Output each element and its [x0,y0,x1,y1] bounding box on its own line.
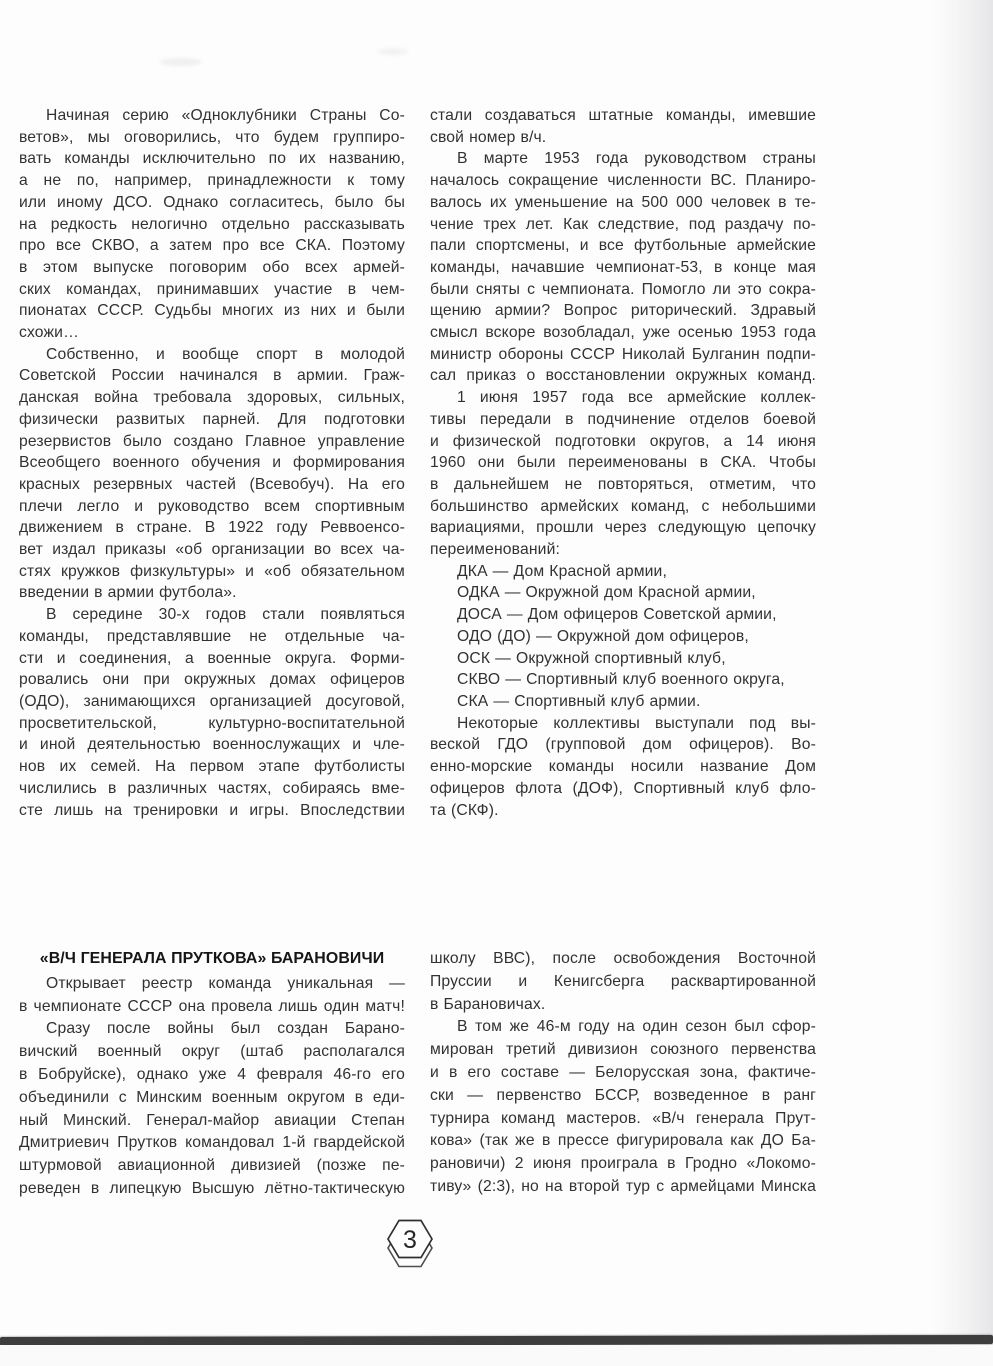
text-line: Открывает реестр команда уникальная — [46,974,405,992]
text-line: большинство армейских команд, с небольшими [430,497,816,515]
text-line: та (СКФ). [430,801,499,819]
baranovichi-section [19,948,816,1201]
text-line: в этом выпуске поговорим обо всех армей- [19,258,405,276]
text-line: вариациями, прошли через следующую цепочку [430,519,816,537]
text-line: стали создаваться штатные команды, имевшие [430,107,816,124]
text-line: вичский военный округ (штаб располагался [19,1043,405,1061]
intro-section [19,105,816,821]
text-line: реведен в липецкую Высшую лётно-тактическую [19,1179,405,1197]
text-line: сал приказ о восстановлении окружных команд. [430,367,816,385]
text-line: ски — первенство БССР, возведенное в ранг [430,1086,816,1104]
text-line: Собственно, и вообще спорт в молодой [46,345,405,363]
intro-right-column [430,105,816,821]
text-line: СКВО — Спортивный клуб военного округа, [457,671,785,689]
text-line: Советской России начинался в армии. Граж- [19,367,405,385]
text-line: сти и соединения, а военные округа. Форми- [19,649,405,667]
text-line: ОДКА — Окружной дом Красной армии, [457,584,756,602]
text-line: Начиная серию «Одноклубники Страны Со- [46,107,405,124]
text-line: тиву» (2:3), но на второй тур с армейцами Минска [430,1177,816,1195]
text-line: сте лишь на тренировки и игры. Впоследствии [19,801,405,819]
text-line: ских командах, принимавших участие в чем- [19,280,405,298]
text-line: веской ГДО (групповой дом офицеров). Во- [430,736,816,754]
text-line: енно-морские команды носили название Дом [430,758,816,776]
text-line: свой номер в/ч. [430,128,547,146]
text-line: 1960 они были переименованы в СКА. Чтобы [430,454,816,472]
text-line: физически развитых парней. Для подготовки [19,410,405,428]
text-line: в дальнейшем не повторяться, отметим, что [430,475,816,493]
text-line: в Барановичах. [430,995,546,1013]
text-line: движением в стране. В 1922 году Реввоенсо- [19,519,405,537]
text-line: В марте 1953 года руководством страны [457,150,816,168]
text-line: ОДО (ДО) — Окружной дом офицеров, [457,627,749,645]
text-line: а не по, например, принадлежности к тому [19,172,405,190]
text-line: данская война требовала здоровых, сильных, [19,389,405,407]
text-line: ОСК — Окружной спортивный клуб, [457,649,726,667]
text-line: кова» (так же в прессе фигурировала как ДО Ба- [430,1132,816,1150]
text-line: пали спортсмены, и все футбольные армейские [430,237,816,255]
text-line: Некоторые коллективы выступали под вы- [457,714,816,732]
text-line: Сразу после войны был создан Барано- [46,1020,405,1038]
text-line: пионатах СССР. Судьбы многих из них и были [19,302,405,320]
scan-gutter-shading [931,0,993,1340]
text-line: или иному ДСО. Однако согласитесь, было бы [19,193,405,211]
text-line: в чемпионате СССР она провела лишь один матч! [19,997,405,1015]
text-line: вет издал приказы «об организации во всех ча- [19,541,405,559]
text-line: плечи легло и руководство всем спортивным [19,497,405,515]
text-line: просветительской, культурно-воспитательной [19,714,405,732]
text-line: тивы передали в подчинение отделов боевой [430,410,816,428]
article-left-paragraphs [19,973,405,1201]
text-line: СКА — Спортивный клуб армии. [457,692,701,710]
text-line: ДКА — Дом Красной армии, [457,562,667,580]
text-line: офицеров флота (ДОФ), Спортивный клуб фло- [430,779,816,797]
text-line: началось сокращение численности ВС. Планиро- [430,172,816,190]
text-line: мирован третий дивизион союзного первенства [430,1041,816,1059]
text-line: Дмитриевич Прутков командовал 1-й гвардейской [19,1134,405,1152]
text-line: Всеобщего военного обучения и формирования [19,454,405,472]
text-line: схожи… [19,324,79,342]
text-line: и в его составе — Белорусская зона, фактиче- [430,1063,816,1081]
text-line: были сняты с чемпионата. Помогло ли это сокра- [430,280,816,298]
text-line: объединили с Минским военным округом в еди- [19,1088,405,1106]
text-line: числились в различных частях, собираясь вме- [19,779,405,797]
page-number: 3 [403,1226,417,1254]
text-line: министр обороны СССР Николай Булганин подпи- [430,345,816,363]
text-line: в Бобруйске), однако уже 4 февраля 46-го его [19,1065,405,1083]
scan-smudge [378,48,408,55]
article-left-column [19,948,405,1201]
scan-edge-below [0,1345,993,1366]
text-line: ДОСА — Дом офицеров Советской армии, [457,606,777,624]
text-line: штурмовой авиационной дивизией (позже пе- [19,1157,405,1175]
text-line: команды, представлявшие не отдельные ча- [19,627,405,645]
text-line: на редкость нелогично отдельно рассказывать [19,215,405,233]
text-line: 1 июня 1957 года все армейские коллек- [457,389,816,407]
text-line: нов их семей. На первом этапе футболисты [19,758,405,776]
text-line: смысл вскоре возобладал, уже осенью 1953 года [430,324,816,342]
text-line: про все СКВО, а затем про все СКА. Поэтому [19,237,405,255]
text-line: щению армии? Вопрос риторический. Здравый [430,302,816,320]
page-number-badge [385,1219,435,1275]
text-line: чение трех лет. Как следствие, под раздачу по- [430,215,816,233]
hexagon-icon [385,1219,435,1275]
text-line: и физической подготовки округов, а 14 июня [430,432,816,450]
text-line: ровались они при окружных домах офицеров [19,671,405,689]
text-line: введении в армии футбола». [19,584,237,602]
text-line: стях кружков физкультуры» и «об обязательном [19,562,405,580]
intro-left-column [19,105,405,821]
text-line: турнира команд мастеров. «В/ч генерала Прут- [430,1109,816,1127]
scan-smudge [160,58,202,66]
text-line: переименований: [430,541,561,559]
text-line: Пруссии и Кенигсберга расквартированной [430,972,816,990]
text-line: В том же 46-м году на один сезон был сфор- [457,1018,816,1036]
text-line: вать команды исключительно по их названию, [19,150,405,168]
text-line: В середине 30-х годов стали появляться [46,606,405,624]
text-line: (ОДО), занимающихся организацией досуговой, [19,692,405,710]
text-line: ветов», мы оговорились, что будем группиро- [19,128,405,146]
article-right-column [430,948,816,1201]
text-line: валось их уменьшение на 500 000 человек в те- [430,193,816,211]
text-line: школу ВВС), после освобождения Восточной [430,950,816,967]
text-line: команды, начавшие чемпионат-53, в конце мая [430,258,816,276]
text-line: рановичи) 2 июня проиграла в Гродно «Локомо- [430,1155,816,1173]
section-heading: «В/Ч ГЕНЕРАЛА ПРУТКОВА» БАРАНОВИЧИ [39,950,385,967]
text-line: и иной деятельностью военнослужащих и чле- [19,736,405,754]
text-line: резервистов было создано Главное управление [19,432,405,450]
text-line: ный Минский. Генерал-майор авиации Степан [19,1111,405,1129]
text-line: красных резервных частей (Всевобуч). На его [19,475,405,493]
